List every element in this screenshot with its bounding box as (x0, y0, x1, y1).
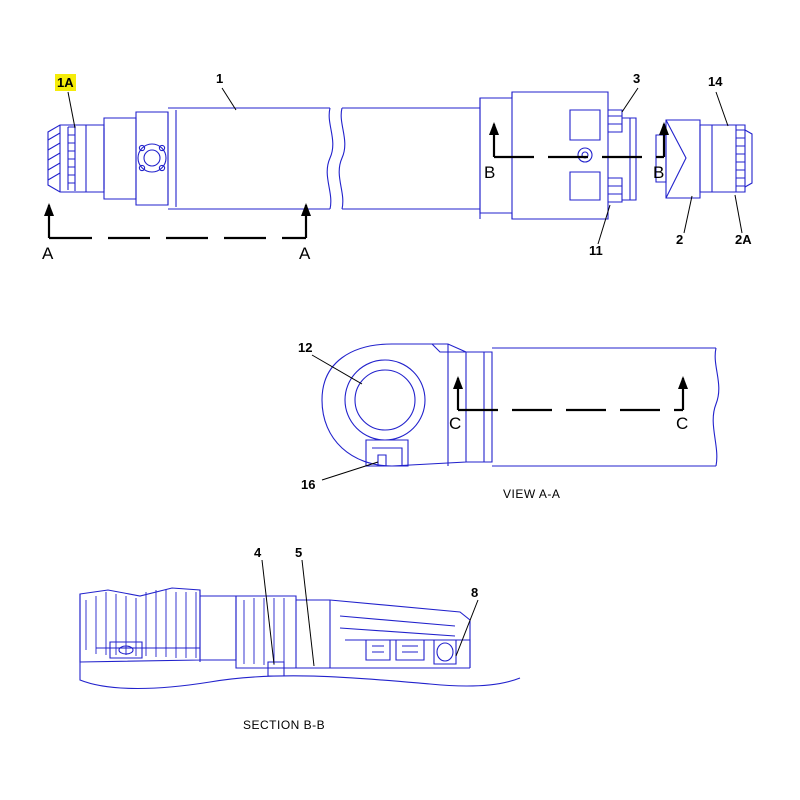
section-mark-b-right: B (653, 163, 665, 182)
callout-14: 14 (708, 74, 723, 89)
callout-1a (55, 75, 76, 90)
section-mark-c-left: C (449, 414, 462, 433)
callout-2a: 2A (735, 232, 752, 247)
section-mark-a-left: A (42, 244, 54, 263)
callout-3: 3 (633, 71, 641, 86)
section-mark-a-right: A (299, 244, 311, 263)
callout-12: 12 (298, 340, 313, 355)
view-a-a-caption: VIEW A-A (503, 487, 561, 501)
callout-11: 11 (589, 243, 603, 258)
section-mark-b-left: B (484, 163, 496, 182)
callout-5: 5 (295, 545, 303, 560)
section-b-b-caption: SECTION B-B (243, 718, 326, 732)
callout-8: 8 (471, 585, 479, 600)
section-mark-c-right: C (676, 414, 689, 433)
callout-1: 1 (216, 71, 224, 86)
callout-2: 2 (676, 232, 684, 247)
callout-16: 16 (301, 477, 316, 492)
callout-1a-text: 1A (57, 75, 74, 90)
callout-4: 4 (254, 545, 262, 560)
